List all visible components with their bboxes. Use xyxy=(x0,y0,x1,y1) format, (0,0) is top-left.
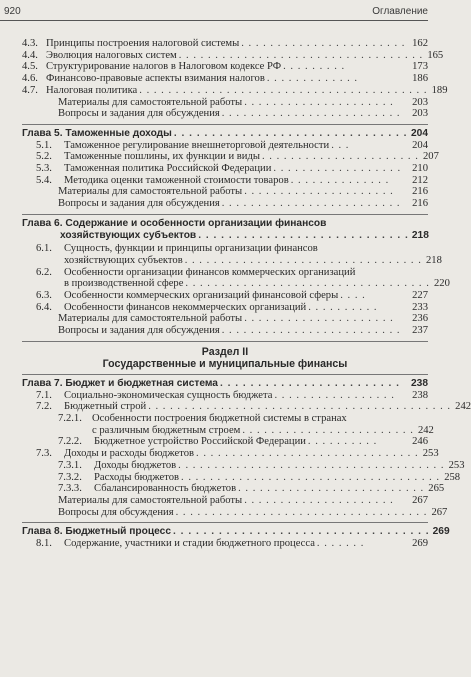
toc-entry-7-1: 7.1. Социально-экономическая сущность бюджета . . . . . . . . . . . . . . . . . 238 xyxy=(36,389,428,401)
toc-entry-4-7: 4.7. Налоговая политика . . . . . . . . . . . . . . . . . . . . . . . . . . . . . . . . . . . . . . . . 189 xyxy=(22,84,448,96)
toc-entry-7-2-2: 7.2.2. Бюджетное устройство Российской Федерации . . . . . . . . . . 246 xyxy=(58,436,428,448)
toc-entry-questions: Вопросы и задания для обсуждения . . . . . . . . . . . . . . . . . . . . . . . . . 203 xyxy=(58,108,428,120)
toc-entry-materials: Материалы для самостоятельной работы . . . . . . . . . . . . . . . . . . . . . 203 xyxy=(58,96,428,108)
toc-entry-questions: Вопросы и задания для обсуждения . . . . . . . . . . . . . . . . . . . . . . . . . 237 xyxy=(58,325,428,337)
toc-entry-7-3-3: 7.3.3. Сбалансированность бюджетов . . . . . . . . . . . . . . . . . . . . . . . . . . 265 xyxy=(58,483,445,495)
toc-entry-materials: Материалы для самостоятельной работы . . . . . . . . . . . . . . . . . . . . . 267 xyxy=(58,494,428,506)
toc-chapter-6: хозяйствующих субъектов . . . . . . . . . . . . . . . . . . . . . . . . . . . . 218 xyxy=(60,229,429,241)
toc-entry-8-1: 8.1. Содержание, участники и стадии бюджетного процесса . . . . . . . 269 xyxy=(36,538,428,550)
toc-entry-6-1: хозяйствующих субъектов . . . . . . . . . . . . . . . . . . . . . . . . . . . . . . . . . 218 xyxy=(64,254,442,266)
toc-entry-4-3: 4.3. Принципы построения налоговой системы . . . . . . . . . . . . . . . . . . . . . . . 162 xyxy=(22,38,428,49)
toc-entry-7-2-1: с различным бюджетным строем . . . . . . . . . . . . . . . . . . . . . . . . 242 xyxy=(92,424,434,436)
toc-chapter-5: Глава 5. Таможенные доходы . . . . . . . . . . . . . . . . . . . . . . . . . . . . . . . 204 xyxy=(22,127,428,139)
toc-entry-questions: Вопросы для обсуждения . . . . . . . . . . . . . . . . . . . . . . . . . . . . . . . . . . . 267 xyxy=(58,506,448,518)
toc-chapter-7: Глава 7. Бюджет и бюджетная система . . . . . . . . . . . . . . . . . . . . . . . . 238 xyxy=(22,377,428,389)
toc-entry-6-1-line1: 6.1. Сущность, функции и принципы организации финансов xyxy=(36,243,318,255)
chapter-divider xyxy=(22,522,428,523)
toc-entry-4-4: 4.4. Эволюция налоговых систем . . . . . . . . . . . . . . . . . . . . . . . . . . . . . . . . . . 165 xyxy=(22,49,444,61)
toc-entry-5-4: 5.4. Методика оценки таможенной стоимости товаров . . . . . . . . . . . . . . 212 xyxy=(36,174,428,186)
page-number: 920 xyxy=(4,6,21,17)
toc-entry-questions: Вопросы и задания для обсуждения . . . . . . . . . . . . . . . . . . . . . . . . . 216 xyxy=(58,198,428,210)
section-label: Раздел II xyxy=(201,345,249,358)
toc-entry-6-2-line1: 6.2. Особенности организации финансов коммерческих организаций xyxy=(36,266,356,278)
toc-chapter-8: Глава 8. Бюджетный процесс . . . . . . . . . . . . . . . . . . . . . . . . . . . . . . . . . . 269 xyxy=(22,526,450,538)
toc-entry-7-3-1: 7.3.1. Доходы бюджетов . . . . . . . . . . . . . . . . . . . . . . . . . . . . . . . . . . . . . 253 xyxy=(58,459,465,471)
toc-entry-materials: Материалы для самостоятельной работы . . . . . . . . . . . . . . . . . . . . . 216 xyxy=(58,186,428,198)
chapter-divider xyxy=(22,214,428,215)
section-divider xyxy=(22,341,428,342)
toc-entry-5-3: 5.3. Таможенная политика Российской Федерации . . . . . . . . . . . . . . . . . . 210 xyxy=(36,163,428,175)
toc-entry-4-6: 4.6. Финансово-правовые аспекты взимания налогов . . . . . . . . . . . . . 186 xyxy=(22,73,428,85)
chapter-divider xyxy=(22,374,428,375)
toc-chapter-6-title-line1: Глава 6. Содержание и особенности организации финансов xyxy=(22,217,327,229)
toc-entry-5-2: 5.2. Таможенные пошлины, их функции и виды . . . . . . . . . . . . . . . . . . . . . . 207 xyxy=(36,151,439,163)
header-rule xyxy=(0,20,428,21)
toc-entry-7-3: 7.3. Доходы и расходы бюджетов . . . . . . . . . . . . . . . . . . . . . . . . . . . . . . . 253 xyxy=(36,448,439,460)
toc-entry-6-3: 6.3. Особенности коммерческих организаций финансовой сферы . . . . 227 xyxy=(36,290,428,302)
toc-entry-4-5: 4.5. Структурирование налогов в Налоговом кодексе РФ . . . . . . . . . 173 xyxy=(22,61,428,73)
toc-entry-5-1: 5.1. Таможенное регулирование внешнеторговой деятельности . . . 204 xyxy=(36,139,428,151)
running-head-title: Оглавление xyxy=(372,6,428,17)
toc-entry-7-3-2: 7.3.2. Расходы бюджетов . . . . . . . . . . . . . . . . . . . . . . . . . . . . . . . . . . . . 258 xyxy=(58,471,461,483)
toc-entry-materials: Материалы для самостоятельной работы . . . . . . . . . . . . . . . . . . . . . 236 xyxy=(58,313,428,325)
toc-entry-7-2-1-line1: 7.2.1. Особенности построения бюджетной системы в странах xyxy=(58,412,347,424)
chapter-divider xyxy=(22,124,428,125)
toc-entry-6-4: 6.4. Особенности финансов некоммерческих организаций . . . . . . . . . . 233 xyxy=(36,301,428,313)
section-title: Государственные и муниципальные финансы xyxy=(102,357,348,370)
toc-entry-7-2: 7.2. Бюджетный строй . . . . . . . . . . . . . . . . . . . . . . . . . . . . . . . . . . . . . . . . . . 242 xyxy=(36,401,471,413)
section-heading xyxy=(22,346,428,370)
table-of-contents xyxy=(22,38,471,550)
toc-entry-6-2: в производственной сфере . . . . . . . . . . . . . . . . . . . . . . . . . . . . . . . . . . 220 xyxy=(64,278,450,290)
